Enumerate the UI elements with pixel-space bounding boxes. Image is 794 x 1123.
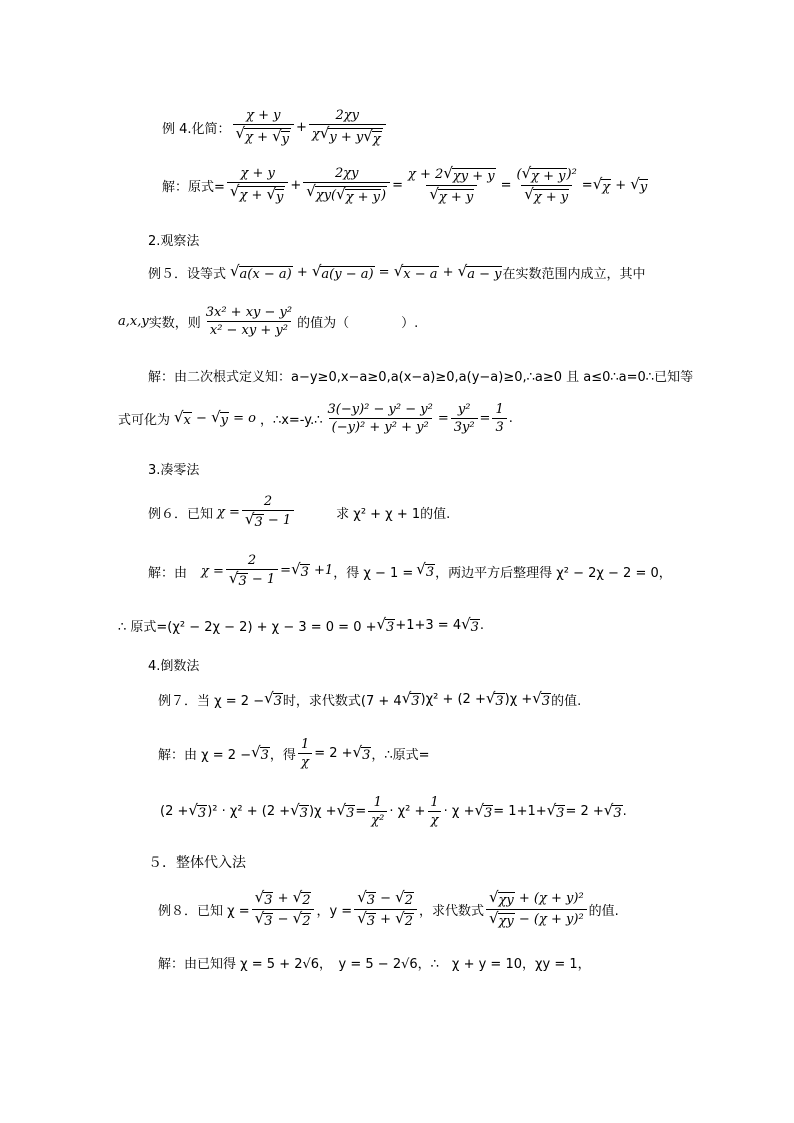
solution-4: 解：原式= χ + y √ χ + √ y + 2χy √ χy( √ χ + y ) = χ + 2 √ χy + y √ χ + y = ( √ χ + y )² √ χ + y = √ χ + √ y: [162, 164, 648, 205]
solution-4-label: 解：原式=: [162, 180, 225, 195]
section-heading-2: 2.观察法: [148, 234, 200, 249]
solution-7-line-2: (2 + √ 3 )² · χ² + (2 + √ 3 )χ + √ 3 = $\frac{1}{\text{χ²}}$ · χ² + $\frac{1}{\chi}$ · χ + √ 3 = 1+1+ √ 3 = 2 + √ 3 .: [160, 795, 627, 828]
example-7: 例７．当 χ = 2 − √ 3 时，求代数式(7 + 4 √ 3 )χ² + (2 + √ 3 )χ + √ 3 的值.: [158, 688, 582, 709]
solution-8: 解：由已知得 χ = 5 + 2√6， y = 5 − 2√6，∴ χ + y = 10，χy = 1，: [158, 957, 591, 972]
example-8: 例８．已知 χ = √ 3 + √ 2 √ 3 − √ 2 ，y = √ 3 − √ 2 √ 3 + √ 2 ，求代数式 √ χy + (χ + y)² √ χy − (χ + y)² 的值.: [158, 888, 619, 929]
section-heading-5: ５．整体代入法: [148, 855, 246, 871]
solution-5-line-1: 解：由二次根式定义知：a−y≥0,x−a≥0,a(x−a)≥0,a(y−a)≥0,∴a≥0 且 a≤0∴a=0∴已知等: [148, 370, 694, 385]
section-heading-4: 4.倒数法: [148, 659, 200, 674]
example-6: 例６．已知 χ = 2 √ 3 − 1 求 χ² + χ + 1的值.: [148, 494, 451, 530]
fraction: χ + y √ χ + √ y: [233, 108, 294, 147]
solution-5-line-2: 式可化为 √ x − √ y = o ，∴x=-y.∴ $\frac{\text{3(−y)² − y² − y²}}{\text{(−y)² + y² + y²}}$ = $\frac{\text{y²}}{\text{3y²}}$ = $\frac{1}{3}$ .: [118, 402, 513, 435]
section-heading-3: 3.凑零法: [148, 463, 200, 478]
example-4: 例 4.化简： χ + y √ χ + √ y + 2χy χ √ y + y √ χ: [162, 108, 388, 147]
example-5-line-1: 例５．设等式 √ a(x − a) + √ a(y − a) = √ x − a + √ a − y 在实数范围内成立，其中: [148, 261, 646, 282]
solution-7-line-1: 解：由 χ = 2 − √ 3 ，得 $\frac{1}{\chi}$ = 2 + √ 3 ，∴原式=: [158, 737, 430, 770]
solution-6-line-2: ∴ 原式=(χ² − 2χ − 2) + χ − 3 = 0 = 0 + √ 3 +1+3 = 4 √ 3 .: [118, 614, 485, 635]
solution-6-line-1: 解：由 χ = 2 √ 3 − 1 = √ 3 +1 ，得 χ − 1 = √ 3 ，两边平方后整理得 χ² − 2χ − 2 = 0，: [148, 553, 672, 589]
fraction: 2χy χ √ y + y √ χ: [309, 108, 386, 147]
example-4-label: 例 4.化简：: [162, 122, 231, 137]
example-5-line-2: a,x,y 实数，则 $\frac{\text{3x² + xy − y²}}{\text{x² − xy + y²}}$ 的值为（ ）.: [118, 305, 419, 338]
